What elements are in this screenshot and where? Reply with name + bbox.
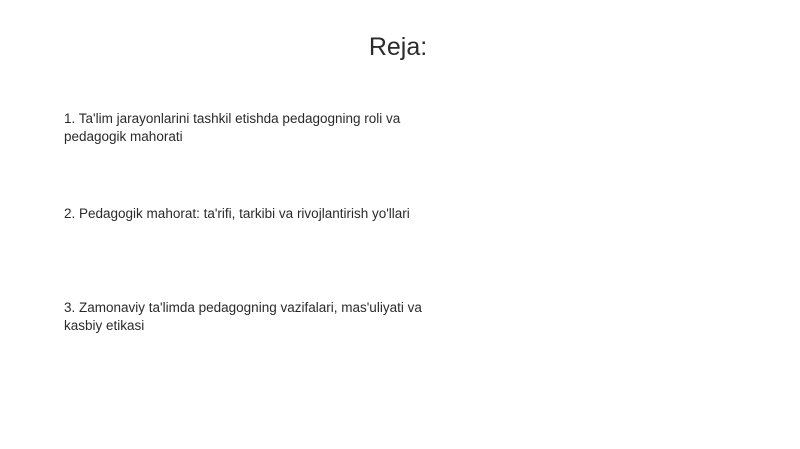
plan-item-2: 2. Pedagogik mahorat: ta'rifi, tarkibi va rivojlantirish yo'llari <box>64 206 410 221</box>
slide-title: Reja: <box>368 33 428 61</box>
plan-item-3: 3. Zamonaviy ta'limda pedagogning vazifalari, mas'uliyati va kasbiy etikasi <box>64 300 422 333</box>
plan-item-1: 1. Ta'lim jarayonlarini tashkil etishda pedagogning roli va pedagogik mahorati <box>64 111 401 144</box>
